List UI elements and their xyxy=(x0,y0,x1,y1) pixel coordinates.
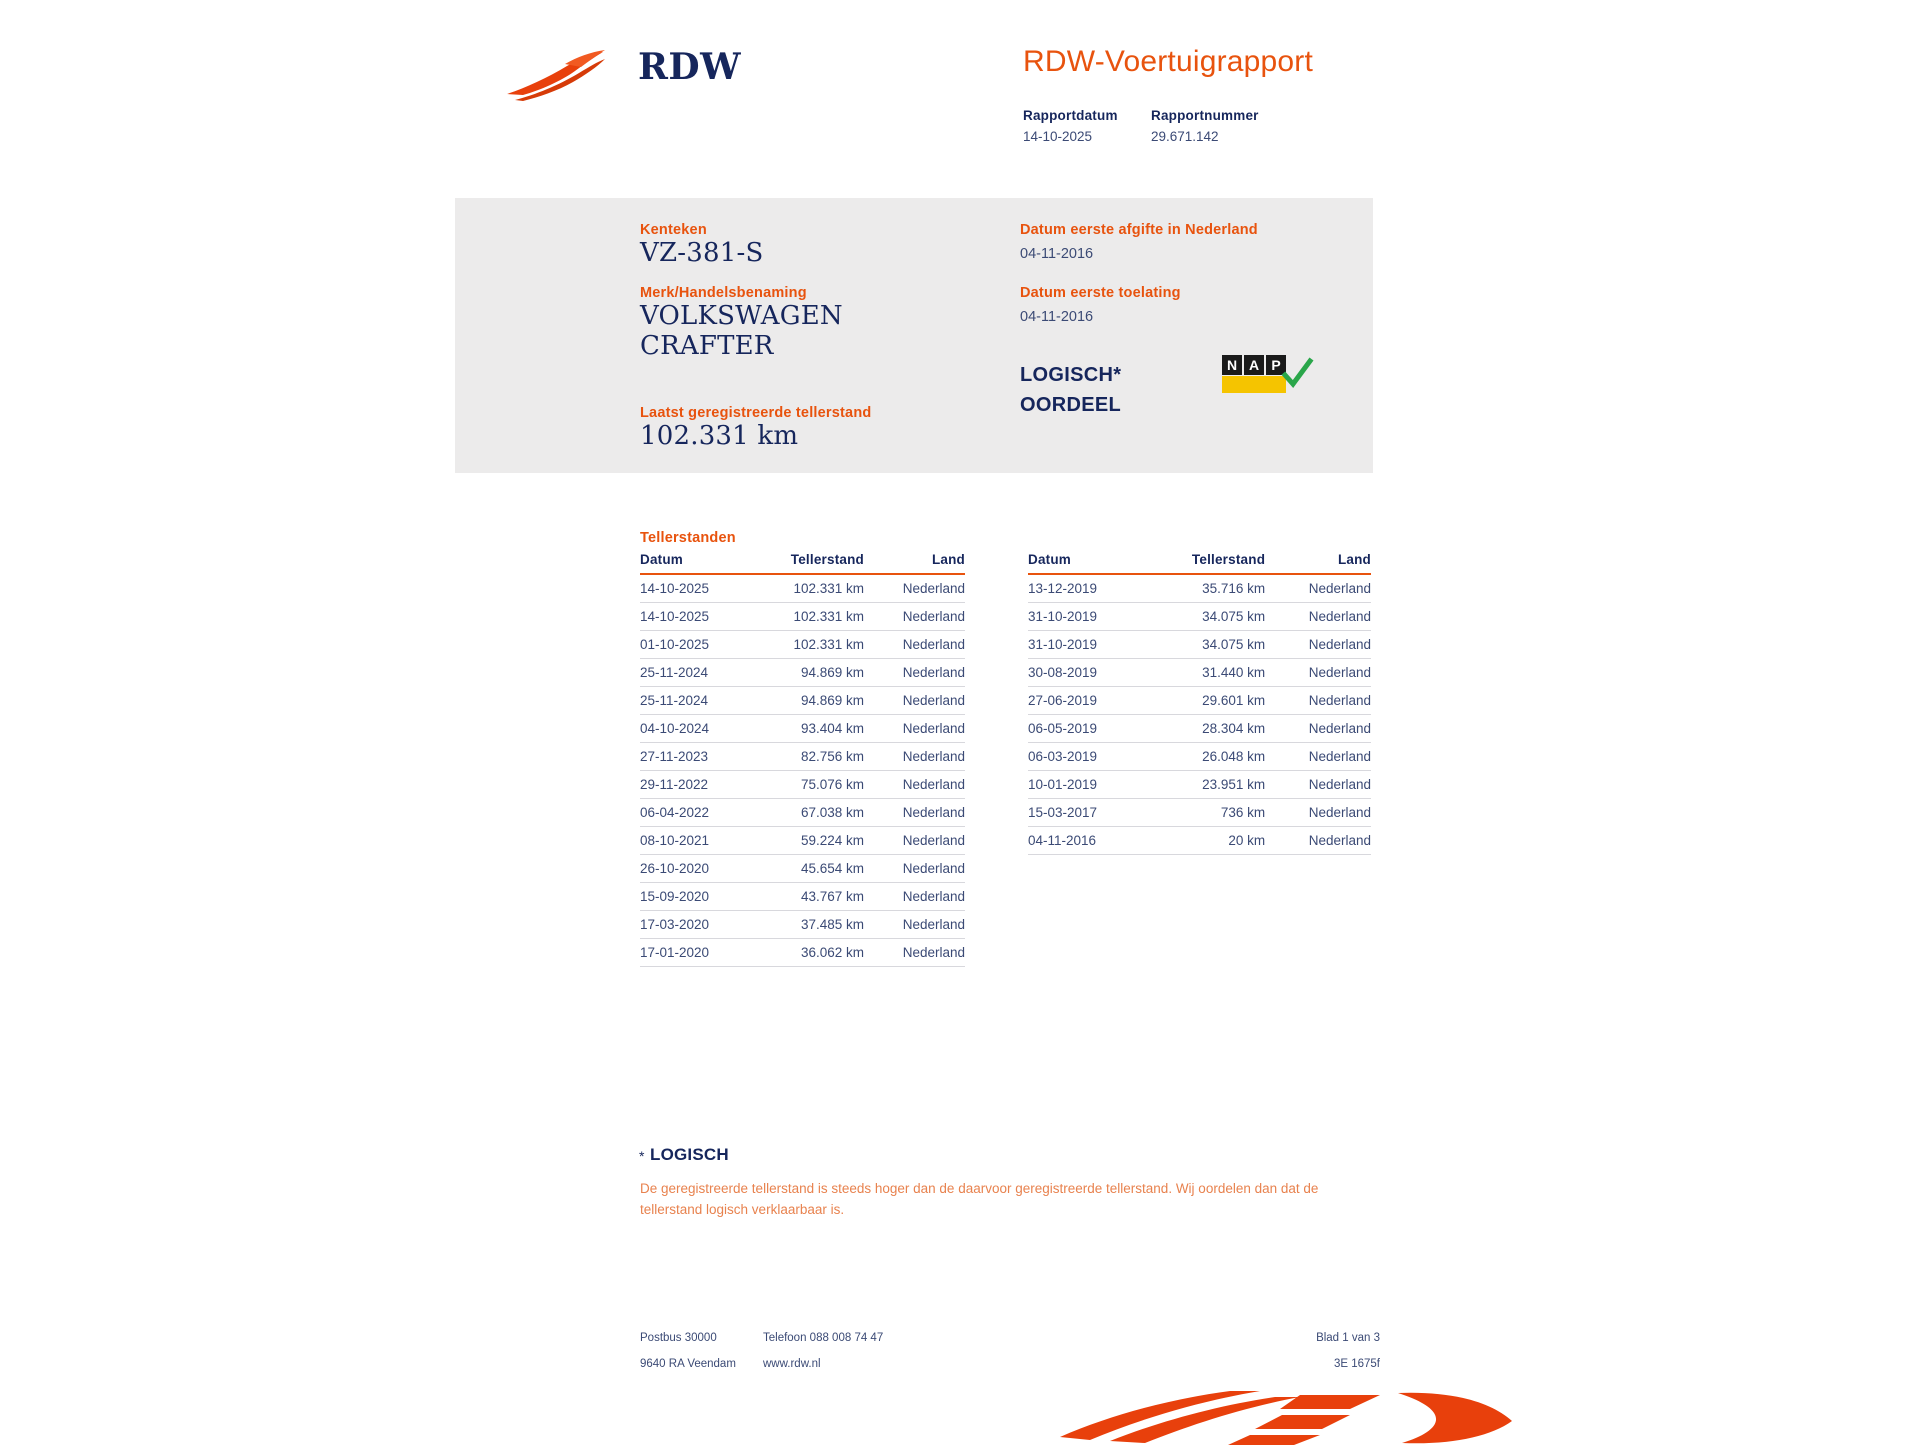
cell-datum: 10-01-2019 xyxy=(1028,771,1163,799)
col-datum: Datum xyxy=(1028,552,1163,574)
footer-code: 3E 1675f xyxy=(1333,1358,1380,1370)
cell-datum: 14-10-2025 xyxy=(640,574,768,603)
laatste-tellerstand-block xyxy=(640,405,871,451)
cell-tellerstand: 36.062 km xyxy=(768,939,878,967)
footer-website[interactable]: www.rdw.nl xyxy=(763,1358,821,1370)
table-row xyxy=(640,687,965,715)
cell-tellerstand: 28.304 km xyxy=(1163,715,1279,743)
cell-tellerstand: 82.756 km xyxy=(768,743,878,771)
cell-datum: 13-12-2019 xyxy=(1028,574,1163,603)
footer-page-info xyxy=(1270,1325,1380,1377)
cell-datum: 14-10-2025 xyxy=(640,603,768,631)
cell-tellerstand: 94.869 km xyxy=(768,659,878,687)
cell-datum: 17-01-2020 xyxy=(640,939,768,967)
table-row xyxy=(640,743,965,771)
table-row xyxy=(640,827,965,855)
tellerstanden-table-right xyxy=(1028,552,1371,855)
cell-datum: 01-10-2025 xyxy=(640,631,768,659)
cell-datum: 27-11-2023 xyxy=(640,743,768,771)
report-number-block xyxy=(1151,108,1259,144)
oordeel-text xyxy=(1020,360,1121,420)
cell-tellerstand: 67.038 km xyxy=(768,799,878,827)
table-row xyxy=(1028,687,1371,715)
table-row xyxy=(640,659,965,687)
cell-land: Nederland xyxy=(878,659,965,687)
eerste-toelating-block xyxy=(1020,285,1181,325)
cell-land: Nederland xyxy=(1279,574,1371,603)
legend-body: De geregistreerde tellerstand is steeds hoger dan de daarvoor geregistreerde tellerstand. Wij oordelen dan dat de tellerstand logisch verklaarbaar is. xyxy=(640,1181,1319,1217)
laatste-tellerstand-label: Laatst geregistreerde tellerstand xyxy=(640,405,872,421)
cell-land: Nederland xyxy=(878,574,965,603)
tellerstanden-table-left xyxy=(640,552,965,967)
merk-value-line1: VOLKSWAGEN xyxy=(640,301,843,331)
cell-datum: 15-09-2020 xyxy=(640,883,768,911)
cell-land: Nederland xyxy=(1279,771,1371,799)
cell-datum: 08-10-2021 xyxy=(640,827,768,855)
eerste-afgifte-label: Datum eerste afgifte in Nederland xyxy=(1020,222,1258,238)
table-row xyxy=(640,771,965,799)
cell-land: Nederland xyxy=(878,883,965,911)
table-row xyxy=(1028,743,1371,771)
col-land: Land xyxy=(1279,552,1371,574)
nap-letter-a: A xyxy=(1244,355,1264,375)
table-row xyxy=(1028,631,1371,659)
rdw-logo-text: RDW xyxy=(638,46,742,88)
nap-yellow-bar xyxy=(1222,376,1286,393)
cell-tellerstand: 35.716 km xyxy=(1163,574,1279,603)
cell-datum: 26-10-2020 xyxy=(640,855,768,883)
cell-datum: 06-05-2019 xyxy=(1028,715,1163,743)
table-row xyxy=(1028,827,1371,855)
cell-datum: 04-11-2016 xyxy=(1028,827,1163,855)
cell-tellerstand: 29.601 km xyxy=(1163,687,1279,715)
cell-datum: 31-10-2019 xyxy=(1028,603,1163,631)
table-row xyxy=(640,855,965,883)
cell-tellerstand: 102.331 km xyxy=(768,631,878,659)
cell-land: Nederland xyxy=(878,827,965,855)
legend-title: LOGISCH xyxy=(650,1145,729,1164)
rdw-swoosh-logo-icon xyxy=(505,48,625,102)
table-row xyxy=(1028,799,1371,827)
cell-datum: 15-03-2017 xyxy=(1028,799,1163,827)
cell-land: Nederland xyxy=(878,687,965,715)
cell-tellerstand: 37.485 km xyxy=(768,911,878,939)
table-row xyxy=(640,603,965,631)
merk-block xyxy=(640,285,843,361)
cell-tellerstand: 31.440 km xyxy=(1163,659,1279,687)
cell-tellerstand: 75.076 km xyxy=(768,771,878,799)
page-title: RDW-Voertuigrapport xyxy=(1023,45,1314,78)
footer-address xyxy=(640,1325,760,1377)
table-header-row xyxy=(1028,552,1371,574)
table-row xyxy=(640,939,965,967)
merk-label: Merk/Handelsbenaming xyxy=(640,285,807,301)
legend-asterisk: * xyxy=(639,1148,645,1164)
cell-land: Nederland xyxy=(1279,827,1371,855)
table-row xyxy=(640,715,965,743)
merk-value-line2: CRAFTER xyxy=(640,331,774,361)
eerste-afgifte-block xyxy=(1020,222,1258,262)
table-row xyxy=(640,574,965,603)
cell-tellerstand: 23.951 km xyxy=(1163,771,1279,799)
cell-datum: 25-11-2024 xyxy=(640,687,768,715)
cell-datum: 30-08-2019 xyxy=(1028,659,1163,687)
footer-plaats: 9640 RA Veendam xyxy=(640,1358,736,1370)
cell-tellerstand: 93.404 km xyxy=(768,715,878,743)
footer-contact xyxy=(763,1325,983,1377)
kenteken-value: VZ-381-S xyxy=(640,238,764,268)
eerste-toelating-label: Datum eerste toelating xyxy=(1020,285,1181,301)
cell-datum: 29-11-2022 xyxy=(640,771,768,799)
kenteken-label: Kenteken xyxy=(640,222,707,238)
table-row xyxy=(1028,771,1371,799)
cell-land: Nederland xyxy=(1279,603,1371,631)
table-row xyxy=(1028,574,1371,603)
col-datum: Datum xyxy=(640,552,768,574)
footer-telefoon: Telefoon 088 008 74 47 xyxy=(763,1332,884,1344)
rapportnummer-label: Rapportnummer xyxy=(1151,108,1259,123)
tellerstanden-title: Tellerstanden xyxy=(640,530,736,546)
cell-datum: 31-10-2019 xyxy=(1028,631,1163,659)
col-tellerstand: Tellerstand xyxy=(768,552,878,574)
cell-land: Nederland xyxy=(878,631,965,659)
cell-land: Nederland xyxy=(878,771,965,799)
cell-land: Nederland xyxy=(1279,631,1371,659)
cell-tellerstand: 94.869 km xyxy=(768,687,878,715)
bottom-decorative-graphic xyxy=(1050,1385,1520,1445)
cell-tellerstand: 736 km xyxy=(1163,799,1279,827)
cell-datum: 25-11-2024 xyxy=(640,659,768,687)
report-date-block xyxy=(1023,108,1118,144)
table-row xyxy=(640,799,965,827)
nap-check-badge-icon xyxy=(1222,355,1315,393)
cell-tellerstand: 102.331 km xyxy=(768,574,878,603)
laatste-tellerstand-value: 102.331 km xyxy=(640,421,799,451)
cell-land: Nederland xyxy=(878,743,965,771)
rapportnummer-value: 29.671.142 xyxy=(1151,129,1219,144)
cell-datum: 27-06-2019 xyxy=(1028,687,1163,715)
cell-tellerstand: 45.654 km xyxy=(768,855,878,883)
cell-tellerstand: 59.224 km xyxy=(768,827,878,855)
cell-tellerstand: 34.075 km xyxy=(1163,631,1279,659)
cell-tellerstand: 26.048 km xyxy=(1163,743,1279,771)
cell-datum: 06-04-2022 xyxy=(640,799,768,827)
cell-land: Nederland xyxy=(1279,687,1371,715)
cell-land: Nederland xyxy=(878,603,965,631)
cell-land: Nederland xyxy=(1279,799,1371,827)
table-row xyxy=(640,631,965,659)
nap-letters xyxy=(1222,355,1286,375)
rdw-logo xyxy=(505,40,765,110)
col-land: Land xyxy=(878,552,965,574)
cell-land: Nederland xyxy=(1279,743,1371,771)
checkmark-icon xyxy=(1280,357,1314,391)
cell-datum: 17-03-2020 xyxy=(640,911,768,939)
col-tellerstand: Tellerstand xyxy=(1163,552,1279,574)
eerste-toelating-value: 04-11-2016 xyxy=(1020,309,1094,325)
table-row xyxy=(1028,715,1371,743)
cell-tellerstand: 102.331 km xyxy=(768,603,878,631)
cell-land: Nederland xyxy=(878,911,965,939)
cell-land: Nederland xyxy=(878,939,965,967)
cell-tellerstand: 20 km xyxy=(1163,827,1279,855)
kenteken-block xyxy=(640,222,763,268)
footer-postbus: Postbus 30000 xyxy=(640,1332,717,1344)
footer-blad: Blad 1 van 3 xyxy=(1316,1332,1380,1344)
table-header-row xyxy=(640,552,965,574)
rapportdatum-label: Rapportdatum xyxy=(1023,108,1118,123)
table-row xyxy=(640,911,965,939)
cell-land: Nederland xyxy=(878,715,965,743)
cell-land: Nederland xyxy=(878,799,965,827)
cell-datum: 04-10-2024 xyxy=(640,715,768,743)
cell-land: Nederland xyxy=(1279,659,1371,687)
cell-datum: 06-03-2019 xyxy=(1028,743,1163,771)
cell-tellerstand: 34.075 km xyxy=(1163,603,1279,631)
cell-tellerstand: 43.767 km xyxy=(768,883,878,911)
table-row xyxy=(1028,659,1371,687)
oordeel-line2: OORDEEL xyxy=(1020,394,1121,416)
table-row xyxy=(1028,603,1371,631)
nap-letter-p: P xyxy=(1266,355,1286,375)
oordeel-line1: LOGISCH* xyxy=(1020,364,1122,386)
eerste-afgifte-value: 04-11-2016 xyxy=(1020,246,1094,262)
table-row xyxy=(640,883,965,911)
cell-land: Nederland xyxy=(878,855,965,883)
cell-land: Nederland xyxy=(1279,715,1371,743)
rapportdatum-value: 14-10-2025 xyxy=(1023,129,1093,144)
nap-letter-n: N xyxy=(1222,355,1242,375)
